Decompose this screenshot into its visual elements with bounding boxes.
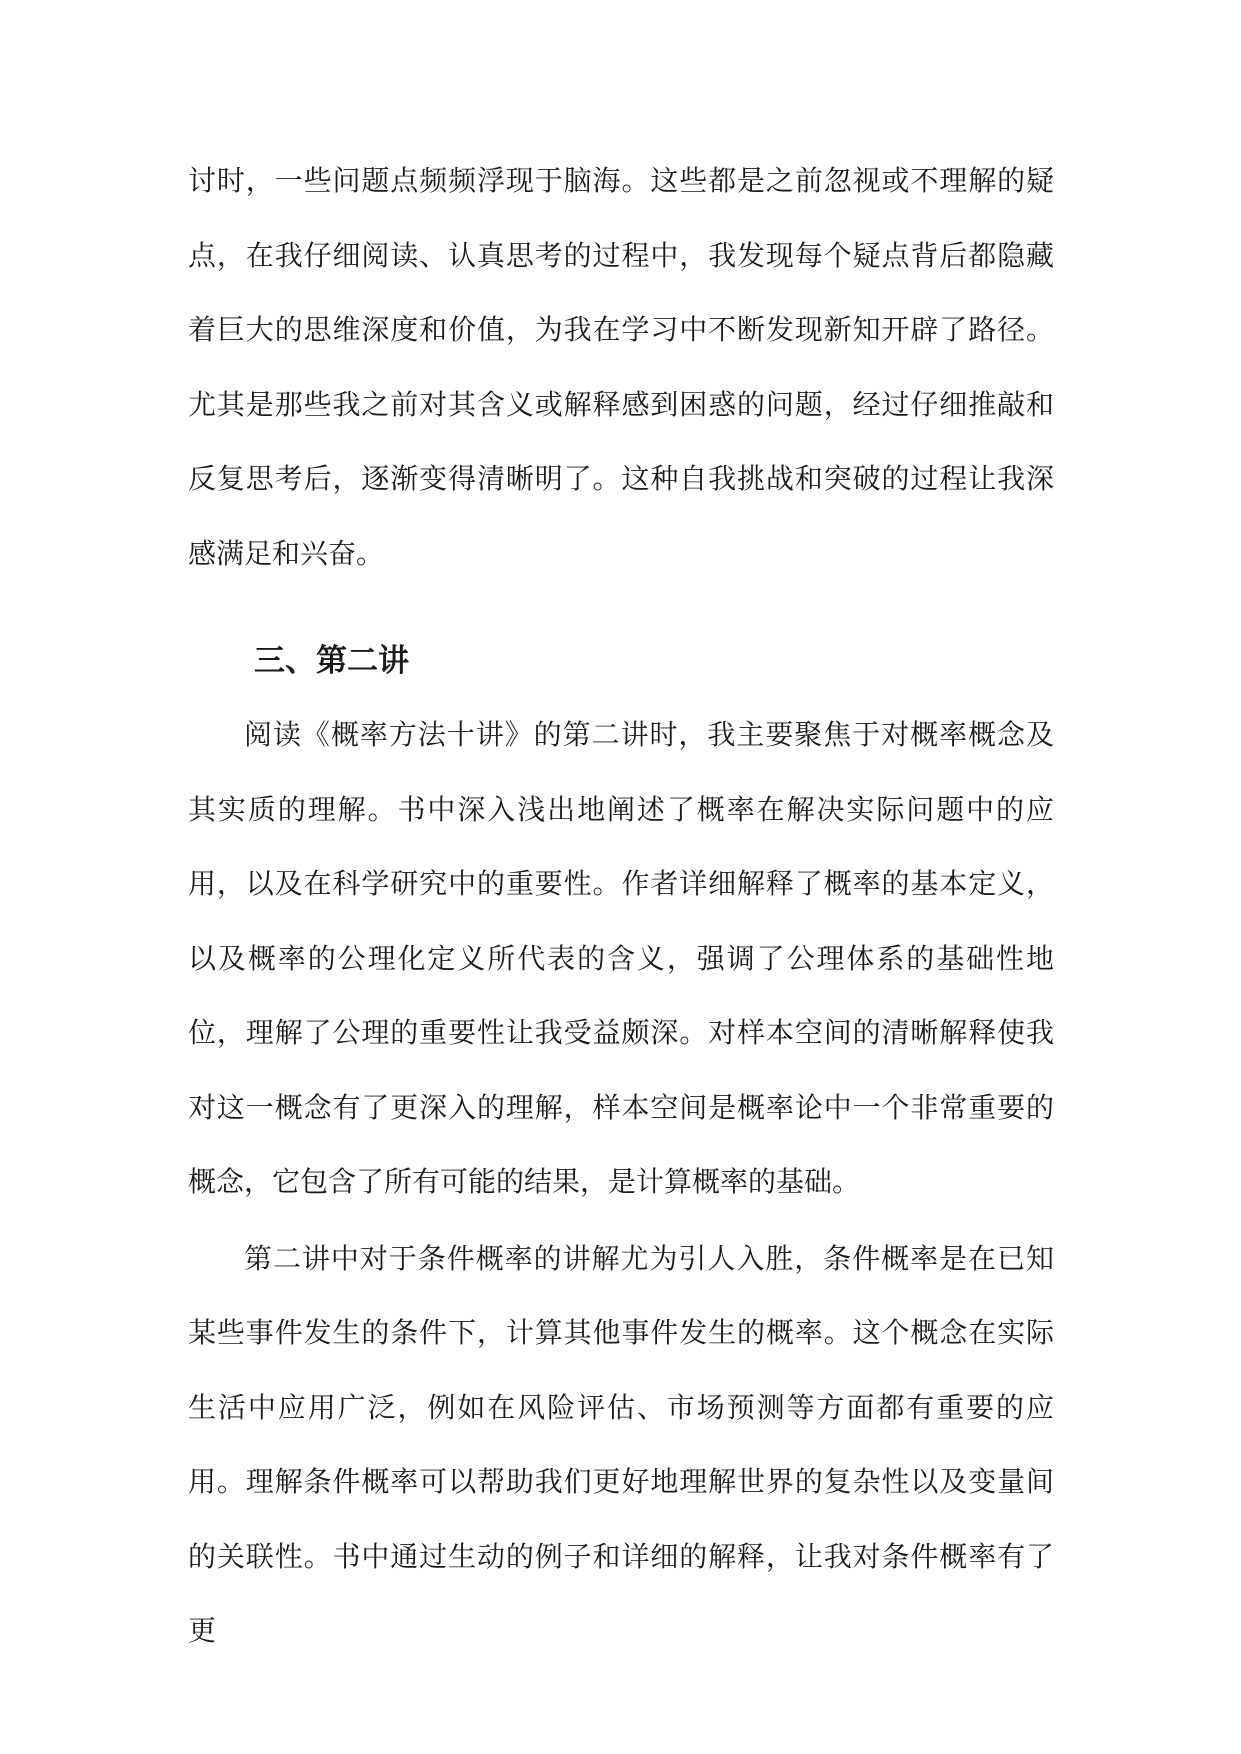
body-paragraph-1: 阅读《概率方法十讲》的第二讲时，我主要聚焦于对概率概念及其实质的理解。书中深入浅出地阐述了概率在解决实际问题中的应用，以及在科学研究中的重要性。作者详细解释了概率的基本定义，以及概率的公理化定义所代表的含义，强调了公理体系的基础性地位，理解了公理的重要性让我受益颇深。对样本空间的清晰解释使我对这一概念有了更深入的理解，样本空间是概率论中一个非常重要的概念，它包含了所有可能的结果，是计算概率的基础。 (188, 718, 1054, 1198)
spacer (188, 591, 1054, 624)
intro-paragraph: 讨时，一些问题点频频浮现于脑海。这些都是之前忽视或不理解的疑点，在我仔细阅读、认真思考的过程中，我发现每个疑点背后都隐藏着巨大的思维深度和价值，为我在学习中不断发现新知开辟了路径。尤其是那些我之前对其含义或解释感到困惑的问题，经过仔细推敲和反复思考后，逐渐变得清晰明了。这种自我挑战和突破的过程让我深感满足和兴奋。 (188, 164, 1054, 570)
section-heading: 三、第二讲 (254, 643, 409, 679)
body-paragraph-2: 第二讲中对于条件概率的讲解尤为引人入胜，条件概率是在已知某些事件发生的条件下，计算其他事件发生的概率。这个概念在实际生活中应用广泛，例如在风险评估、市场预测等方面都有重要的应用。理解条件概率可以帮助我们更好地理解世界的复杂性以及变量间的关联性。书中通过生动的例子和详细的解释，让我对条件概率有了更 (188, 1241, 1054, 1647)
document-body (188, 144, 1054, 1669)
